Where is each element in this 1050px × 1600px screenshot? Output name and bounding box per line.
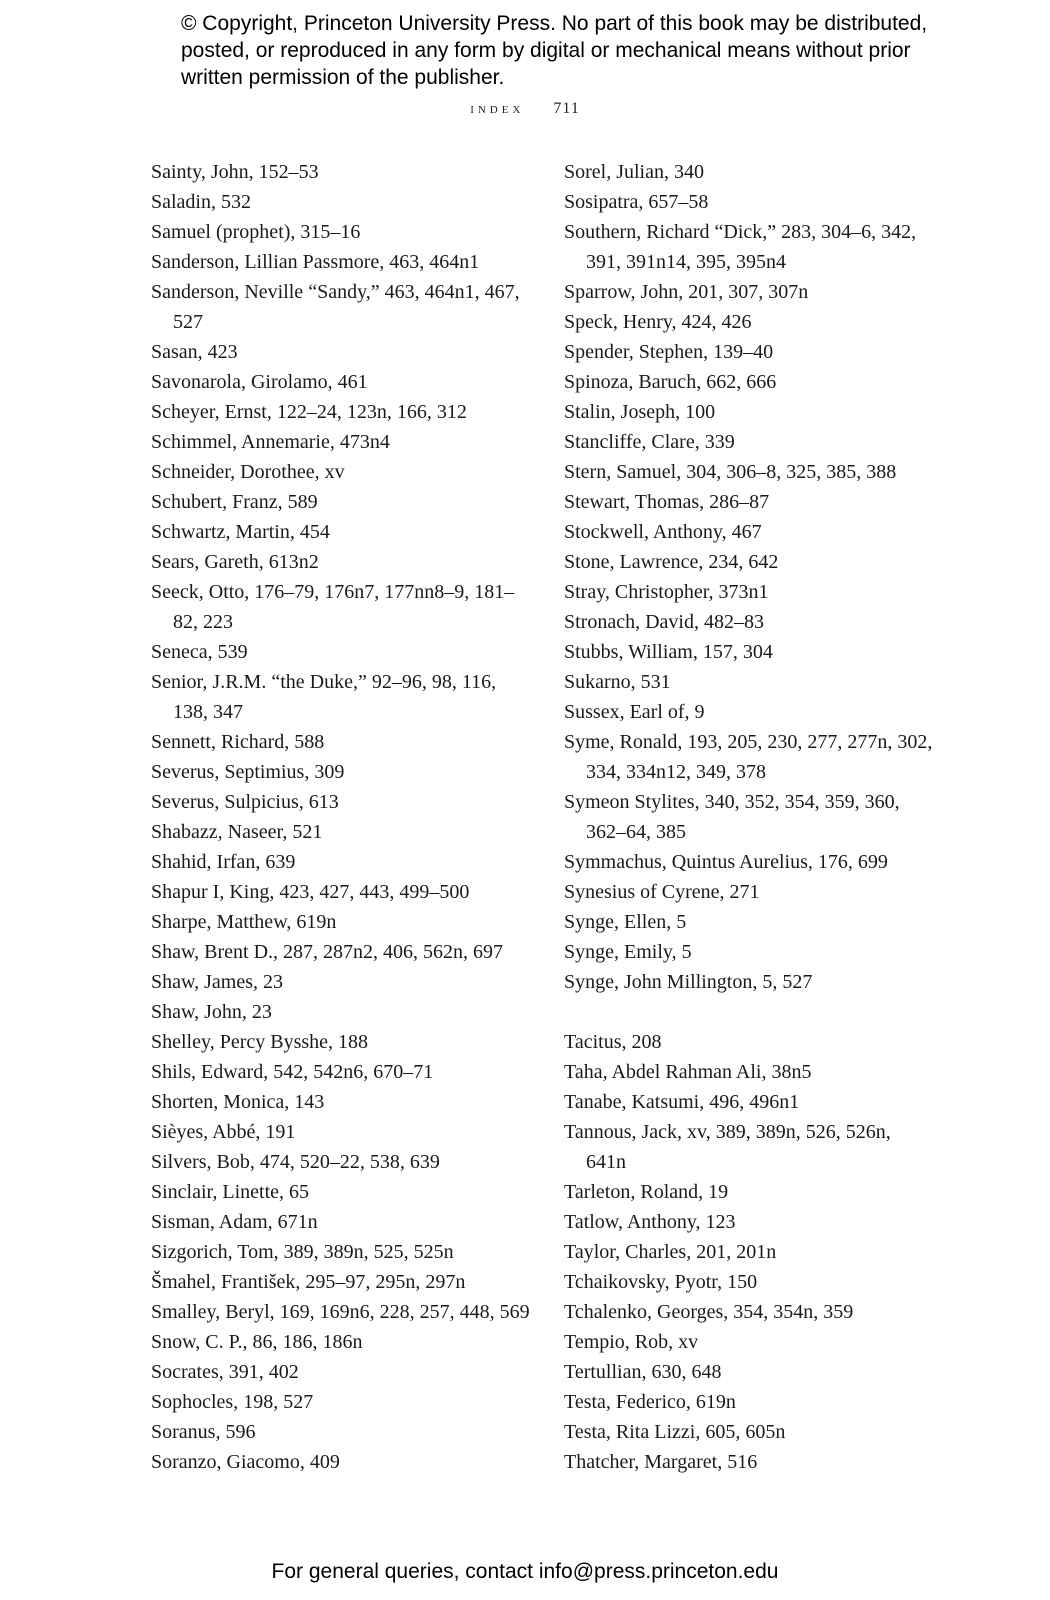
index-entry: Tempio, Rob, xv [564,1331,699,1353]
index-entry: Stancliffe, Clare, 339 [564,431,735,453]
index-entry: Tarleton, Roland, 19 [564,1181,729,1203]
index-entry: Sparrow, John, 201, 307, 307n [564,281,809,303]
index-entry: Snow, C. P., 86, 186, 186n [151,1331,363,1353]
index-entry: Synge, Emily, 5 [564,941,692,963]
index-entry: Testa, Rita Lizzi, 605, 605n [564,1421,786,1443]
index-entry: Shapur I, King, 423, 427, 443, 499–500 [151,881,470,903]
index-section-t [564,1027,934,1477]
index-entry: Sennett, Richard, 588 [151,731,325,753]
index-entry: Tacitus, 208 [564,1031,662,1053]
index-entry: Shabazz, Naseer, 521 [151,821,323,843]
index-entry: Shahid, Irfan, 639 [151,851,296,873]
index-entry: Tatlow, Anthony, 123 [564,1211,736,1233]
index-column-right [564,157,934,1477]
index-entry: Spender, Stephen, 139–40 [564,341,774,363]
index-entry: Sukarno, 531 [564,671,671,693]
page-number: 711 [553,100,580,117]
index-entry: Taylor, Charles, 201, 201n [564,1241,777,1263]
index-entry: Southern, Richard “Dick,” 283, 304–6, 342, 391, 391n14, 395, 395n4 [564,221,917,273]
index-entry: Sharpe, Matthew, 619n [151,911,337,933]
index-entry: Severus, Septimius, 309 [151,761,345,783]
index-entry: Silvers, Bob, 474, 520–22, 538, 639 [151,1151,440,1173]
index-entry: Synesius of Cyrene, 271 [564,881,760,903]
index-entry: Shelley, Percy Bysshe, 188 [151,1031,369,1053]
index-entry: Synge, John Millington, 5, 527 [564,971,813,993]
index-entry: Stronach, David, 482–83 [564,611,764,633]
index-entry: Schneider, Dorothee, xv [151,461,345,483]
index-entry: Sussex, Earl of, 9 [564,701,705,723]
index-entry: Tannous, Jack, xv, 389, 389n, 526, 526n, 641n [564,1121,891,1173]
index-entry: Shaw, James, 23 [151,971,284,993]
index-entry: Schubert, Franz, 589 [151,491,318,513]
index-entry: Symeon Stylites, 340, 352, 354, 359, 360, 362–64, 385 [564,791,900,843]
index-column-left [151,157,531,1477]
index-entry: Taha, Abdel Rahman Ali, 38n5 [564,1061,812,1083]
index-entry: Samuel (prophet), 315–16 [151,221,361,243]
index-entry: Sosipatra, 657–58 [564,191,709,213]
index-entry: Syme, Ronald, 193, 205, 230, 277, 277n, 302, 334, 334n12, 349, 378 [564,731,933,783]
index-entry: Sizgorich, Tom, 389, 389n, 525, 525n [151,1241,454,1263]
index-entry: Seeck, Otto, 176–79, 176n7, 177nn8–9, 181–82, 223 [151,581,515,633]
index-entry: Sophocles, 198, 527 [151,1391,314,1413]
index-entry: Soranus, 596 [151,1421,256,1443]
index-entry: Schwartz, Martin, 454 [151,521,330,543]
index-entry: Sanderson, Neville “Sandy,” 463, 464n1, 467, 527 [151,281,520,333]
index-entry: Stern, Samuel, 304, 306–8, 325, 385, 388 [564,461,897,483]
index-entry: Sièyes, Abbé, 191 [151,1121,296,1143]
index-entry: Testa, Federico, 619n [564,1391,736,1413]
index-entry: Senior, J.R.M. “the Duke,” 92–96, 98, 116, 138, 347 [151,671,497,723]
index-entry: Spinoza, Baruch, 662, 666 [564,371,777,393]
footer-contact: For general queries, contact info@press.princeton.edu [271,1560,779,1583]
index-entry: Schimmel, Annemarie, 473n4 [151,431,390,453]
index-entry: Saladin, 532 [151,191,251,213]
index-entry: Synge, Ellen, 5 [564,911,687,933]
index-entry: Smalley, Beryl, 169, 169n6, 228, 257, 448, 569 [151,1301,530,1323]
index-entry: Sisman, Adam, 671n [151,1211,318,1233]
running-head [0,100,1050,118]
index-entry: Severus, Sulpicius, 613 [151,791,339,813]
index-entry: Savonarola, Girolamo, 461 [151,371,368,393]
index-entry: Sainty, John, 152–53 [151,161,319,183]
index-entry: Sasan, 423 [151,341,238,363]
index-entry: Sinclair, Linette, 65 [151,1181,310,1203]
index-entry: Symmachus, Quintus Aurelius, 176, 699 [564,851,888,873]
index-entry: Tchalenko, Georges, 354, 354n, 359 [564,1301,854,1323]
index-section-s [564,157,934,997]
index-entry: Sears, Gareth, 613n2 [151,551,319,573]
index-entry: Shorten, Monica, 143 [151,1091,325,1113]
index-entry: Tchaikovsky, Pyotr, 150 [564,1271,758,1293]
index-entry: Stockwell, Anthony, 467 [564,521,762,543]
index-entry: Stubbs, William, 157, 304 [564,641,773,663]
index-entry: Shaw, John, 23 [151,1001,272,1023]
index-entry: Stewart, Thomas, 286–87 [564,491,770,513]
index-entry: Soranzo, Giacomo, 409 [151,1451,340,1473]
section-gap [564,997,934,1027]
index-entry: Šmahel, František, 295–97, 295n, 297n [151,1271,466,1293]
index-entry: Tertullian, 630, 648 [564,1361,722,1383]
index-entry: Speck, Henry, 424, 426 [564,311,752,333]
index-entry: Socrates, 391, 402 [151,1361,299,1383]
index-entry: Shils, Edward, 542, 542n6, 670–71 [151,1061,434,1083]
index-entry: Seneca, 539 [151,641,248,663]
index-entry: Sorel, Julian, 340 [564,161,704,183]
running-head-label: index [470,100,525,117]
index-entry: Thatcher, Margaret, 516 [564,1451,758,1473]
index-entry: Scheyer, Ernst, 122–24, 123n, 166, 312 [151,401,467,423]
index-entry: Stone, Lawrence, 234, 642 [564,551,779,573]
index-entry: Tanabe, Katsumi, 496, 496n1 [564,1091,800,1113]
index-entry: Stray, Christopher, 373n1 [564,581,769,603]
index-entry: Stalin, Joseph, 100 [564,401,716,423]
index-entry: Shaw, Brent D., 287, 287n2, 406, 562n, 697 [151,941,504,963]
copyright-notice: © Copyright, Princeton University Press. No part of this book may be distributed, posted, or reproduced in any form by digital or mechanical means without prior written permission of the publisher. [181,12,928,89]
index-entry: Sanderson, Lillian Passmore, 463, 464n1 [151,251,480,273]
